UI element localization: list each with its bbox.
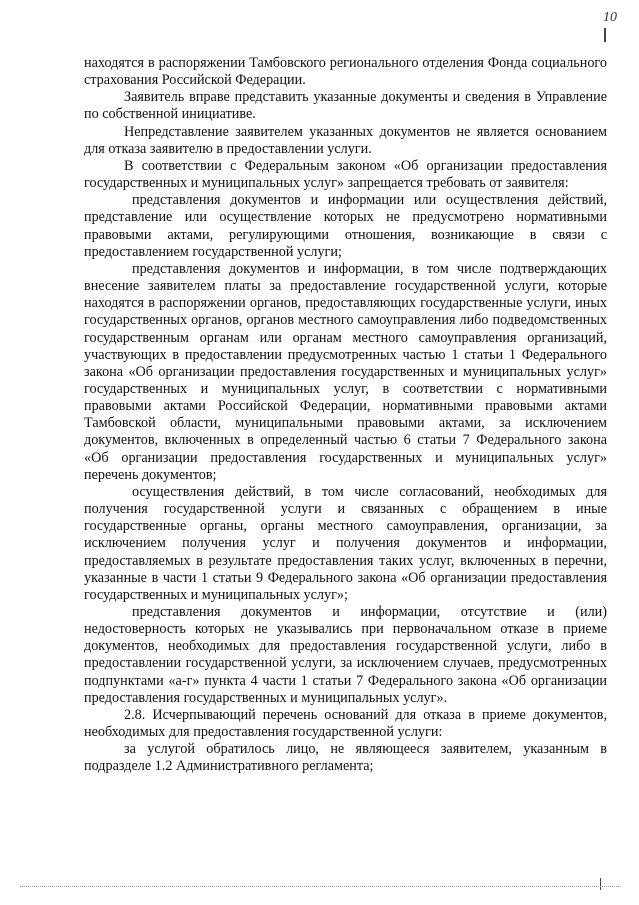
section-2-8-heading: 2.8. Исчерпывающий перечень оснований для отказа в приеме документов, необходимых для предоставления государственной услуги: [84, 706, 607, 741]
paragraph-applicant-right: Заявитель вправе представить указанные документы и сведения в Управление по собственной инициативе. [84, 89, 607, 123]
margin-mark [600, 878, 601, 890]
paragraph-federal-law: В соответствии с Федеральным законом «Об организации предоставления государственных и муниципальных услуг» запрещается требовать от заявителя: [84, 157, 607, 192]
page-number: 10 [603, 10, 617, 25]
body-text [84, 55, 607, 776]
paragraph-non-submission: Непредставление заявителем указанных документов не является основанием для отказа заявителю в предоставлении услуги. [84, 123, 607, 157]
list-item-initial-refusal: представления документов и информации, отсутствие и (или) недостоверность которых не указывались при первоначальном отказе в приеме документов, необходимых для предоставления государственной услуги, либо в предоставлении государственной услуги, за исключением случаев, предусмотренных подпунктами «а-г» пункта 4 части 1 статьи 7 Федерального закона «Об организации предоставления государственных и муниципальных услуг». [84, 604, 607, 706]
list-item-actions-approvals: осуществления действий, в том числе согласований, необходимых для получения государственной услуги и связанных с обращением в иные государственные органы, органы местного самоуправления, организации, за исключением получения услуг и получения документов и информации, предоставляемых в результате предоставления таких услуг, включенных в перечни, указанные в части 1 статьи 9 Федерального закона «Об организации предоставления государственных и муниципальных услуг»; [84, 483, 607, 603]
paragraph-continuation: находятся в распоряжении Тамбовского регионального отделения Фонда социального страхования Российской Федерации. [84, 55, 607, 89]
margin-mark [604, 28, 606, 42]
list-item-documents-not-required: представления документов и информации или осуществления действий, представление или осуществление которых не предусмотрено нормативными правовыми актами, регулирующими отношения, возникающие в связи с предоставлением государственной услуги; [84, 192, 607, 260]
scan-edge-line [20, 886, 619, 887]
list-item-documents-in-possession: представления документов и информации, в том числе подтверждающих внесение заявителем платы за предоставление государственной услуги, которые находятся в распоряжении органов, предоставляющих государственные услуги, иных государственных органов, органов местного самоуправления либо подведомственных государственным органам или органам местного самоуправления организаций, участвующих в предоставлении предусмотренных частью 1 статьи 1 Федерального закона «Об организации предоставления государственных и муниципальных услуг» государственных и муниципальных услуг, в соответствии с нормативными правовыми актами Российской Федерации, нормативными правовыми актами Тамбовской области, муниципальными правовыми актами, за исключением документов, включенных в определенный частью 6 статьи 7 Федерального закона «Об организации предоставления государственных и муниципальных услуг» перечень документов; [84, 260, 607, 483]
list-item-not-applicant: за услугой обратилось лицо, не являющееся заявителем, указанным в подразделе 1.2 Административного регламента; [84, 741, 607, 775]
